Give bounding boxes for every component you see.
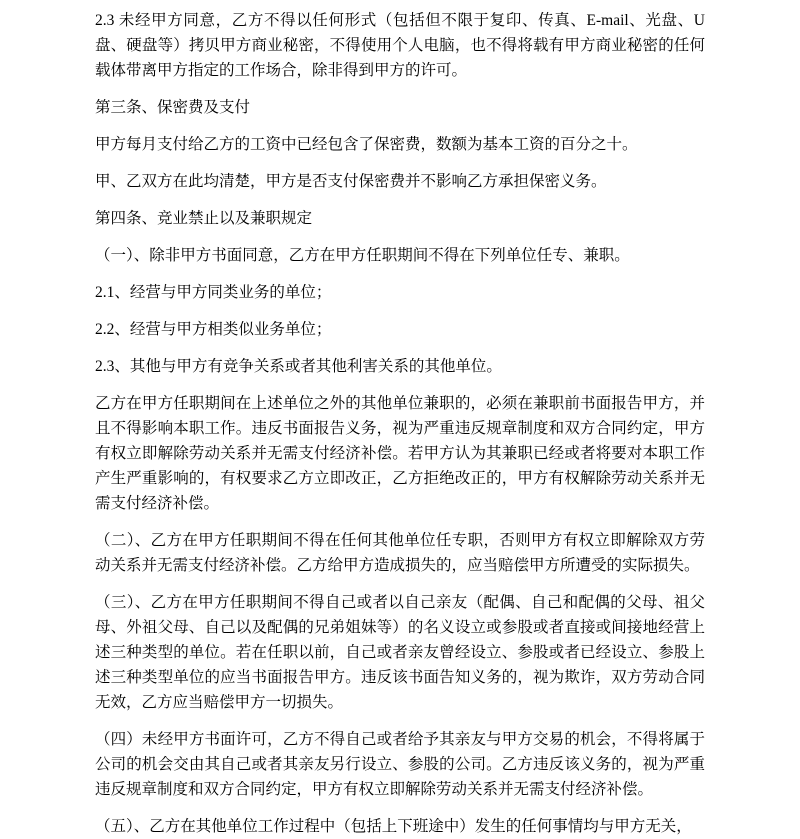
section-heading: 第三条、保密费及支付 xyxy=(95,99,251,116)
paragraph: 甲、乙双方在此均清楚，甲方是否支付保密费并不影响乙方承担保密义务。 xyxy=(95,173,607,190)
list-item: 2.3、其他与甲方有竞争关系或者其他利害关系的其他单位。 xyxy=(95,358,502,375)
paragraph: （五）、乙方在其他单位工作过程中（包括上下班途中）发生的任何事情均与甲方无关， xyxy=(95,818,692,835)
paragraph: （一）、除非甲方书面同意，乙方在甲方任职期间不得在下列单位任专、兼职。 xyxy=(95,247,630,264)
paragraph: 乙方在甲方任职期间在上述单位之外的其他单位兼职的，必须在兼职前书面报告甲方，并且不得影响本职工作。违反书面报告义务，视为严重违反规章制度和双方合同约定，甲方有权立即解除劳动关系并无需支付经济补偿。若甲方认为其兼职已经或者将要对本职工作产生严重影响的，有权要求乙方立即改正，乙方拒绝改正的，甲方有权解除劳动关系并无需支付经济补偿。 xyxy=(95,395,705,512)
list-item: 2.1、经营与甲方同类业务的单位； xyxy=(95,284,332,301)
paragraph: （三）、乙方在甲方任职期间不得自己或者以自己亲友（配偶、自己和配偶的父母、祖父母、外祖父母、自己以及配偶的兄弟姐妹等）的名义设立或参股或者直接或间接地经营上述三种类型的单位。若在任职以前，自己或者亲友曾经设立、参股或者已经设立、参股上述三种类型单位的应当书面报告甲方。违反该书面告知义务的，视为欺诈，双方劳动合同无效，乙方应当赔偿甲方一切损失。 xyxy=(95,594,705,711)
paragraph: 2.3 未经甲方同意，乙方不得以任何形式（包括但不限于复印、传真、E-mail、光盘、U盘、硬盘等）拷贝甲方商业秘密，不得使用个人电脑，也不得将载有甲方商业秘密的任何载体带离甲方指定的工作场合，除非得到甲方的许可。 xyxy=(95,12,705,79)
section-heading: 第四条、竞业禁止以及兼职规定 xyxy=(95,210,313,227)
paragraph: 甲方每月支付给乙方的工资中已经包含了保密费，数额为基本工资的百分之十。 xyxy=(95,136,638,153)
paragraph: （四）未经甲方书面许可，乙方不得自己或者给予其亲友与甲方交易的机会，不得将属于公司的机会交由其自己或者其亲友另行设立、参股的公司。乙方违反该义务的，视为严重违反规章制度和双方合同约定，甲方有权立即解除劳动关系并无需支付经济补偿。 xyxy=(95,731,705,798)
paragraph: （二）、乙方在甲方任职期间不得在任何其他单位任专职，否则甲方有权立即解除双方劳动关系并无需支付经济补偿。乙方给甲方造成损失的，应当赔偿甲方所遭受的实际损失。 xyxy=(95,532,705,574)
list-item: 2.2、经营与甲方相类似业务单位； xyxy=(95,321,332,338)
